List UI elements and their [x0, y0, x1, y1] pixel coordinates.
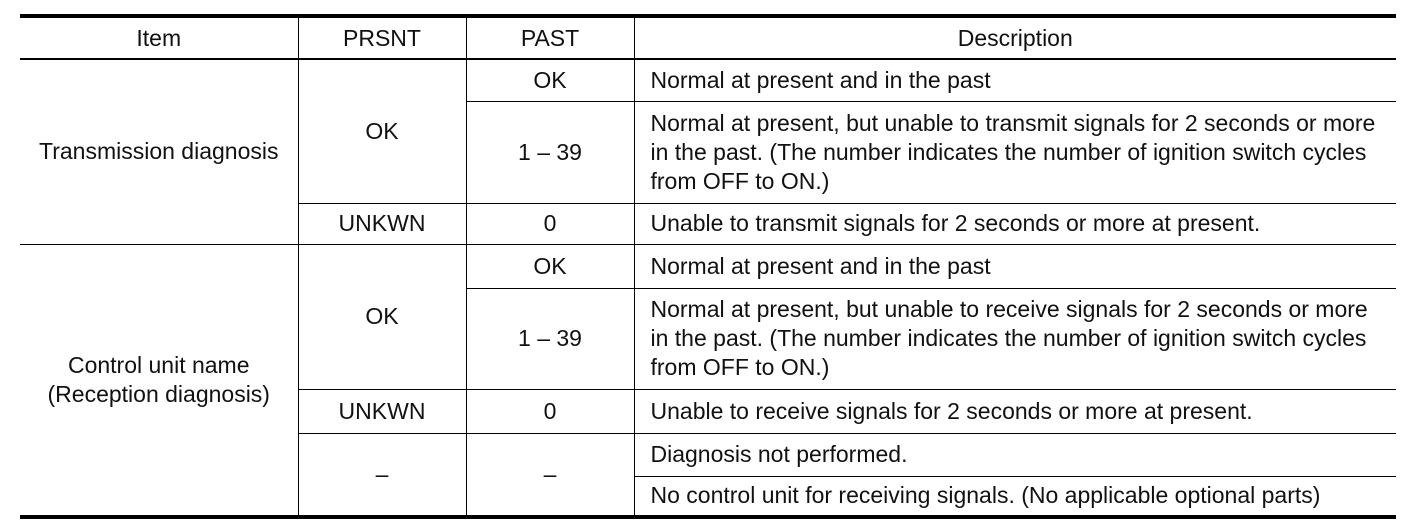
past-cell: –	[466, 433, 634, 517]
prsnt-cell: UNKWN	[298, 203, 466, 244]
diagnosis-table	[20, 14, 1396, 519]
description-cell: Unable to receive signals for 2 seconds or more at present.	[634, 389, 1396, 433]
description-cell: No control unit for receiving signals. (No applicable optional parts)	[634, 476, 1396, 517]
description-cell: Unable to transmit signals for 2 seconds or more at present.	[634, 203, 1396, 244]
prsnt-cell: –	[298, 433, 466, 517]
header-description: Description	[634, 16, 1396, 59]
table-row	[20, 244, 1396, 288]
past-cell: 1 – 39	[466, 101, 634, 203]
item-label: (Reception diagnosis)	[47, 380, 270, 407]
prsnt-cell: OK	[298, 59, 466, 203]
header-prsnt: PRSNT	[298, 16, 466, 59]
past-cell: 0	[466, 203, 634, 244]
prsnt-cell: OK	[298, 244, 466, 389]
table-container	[20, 14, 1396, 519]
description-cell: Normal at present, but unable to receive signals for 2 seconds or more in the past. (The number indicates the number of ignition switch cycles from OFF to ON.)	[634, 288, 1396, 389]
item-cell	[20, 244, 298, 517]
item-label: Transmission diagnosis	[39, 138, 279, 165]
prsnt-cell: UNKWN	[298, 389, 466, 433]
description-cell: Normal at present and in the past	[634, 244, 1396, 288]
past-cell: OK	[466, 244, 634, 288]
header-row	[20, 16, 1396, 59]
item-label: Control unit name	[67, 351, 250, 378]
header-past: PAST	[466, 16, 634, 59]
table-row	[20, 59, 1396, 101]
description-cell: Diagnosis not performed.	[634, 433, 1396, 476]
description-cell: Normal at present and in the past	[634, 59, 1396, 101]
header-item: Item	[20, 16, 298, 59]
past-cell: OK	[466, 59, 634, 101]
item-cell	[20, 59, 298, 244]
description-cell: Normal at present, but unable to transmit signals for 2 seconds or more in the past. (The number indicates the number of ignition switch cycles from OFF to ON.)	[634, 101, 1396, 203]
past-cell: 0	[466, 389, 634, 433]
past-cell: 1 – 39	[466, 288, 634, 389]
